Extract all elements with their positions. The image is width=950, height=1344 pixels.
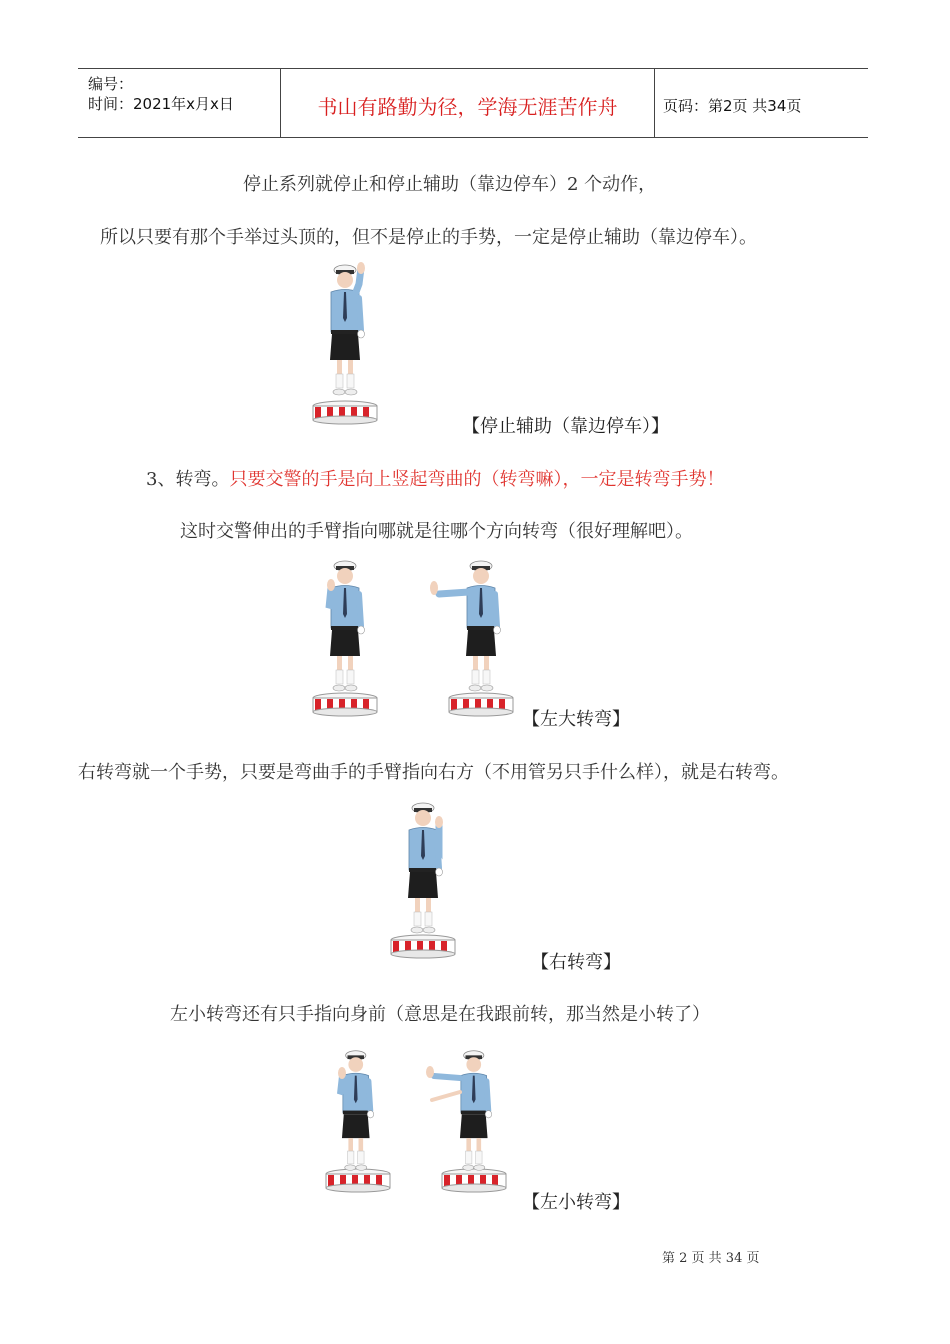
footer-page-number: 第 2 页 共 34 页 [662,1251,760,1266]
paragraph-2: 所以只要有那个手举过头顶的，但不是停止的手势，一定是停止辅助（靠边停车）。 [100,227,757,248]
caption-left-big-turn: 【左大转弯】 [522,709,630,730]
caption-left-small-turn: 【左小转弯】 [522,1192,630,1213]
traffic-police-figure-icon [425,558,525,726]
paragraph-3-highlight: 只要交警的手是向上竖起弯曲的（转弯嘛），一定是转弯手势！ [229,469,725,490]
header-meta-cell [78,69,281,137]
paragraph-4: 这时交警伸出的手臂指向哪就是往哪个方向转弯（很好理解吧）。 [180,521,693,542]
page-label: 页码：第2页 共34页 [663,97,802,115]
header-page-cell [655,69,868,137]
header-motto-cell [281,69,655,137]
paragraph-5: 右转弯就一个手势，只要是弯曲手的手臂指向右方（不用管另只手什么样），就是右转弯。 [78,762,789,783]
time-label: 时间：2021年x月x日 [88,95,234,113]
paragraph-1: 停止系列就停止和停止辅助（靠边停车）2 个动作， [243,174,657,195]
traffic-police-figure-icon [318,1048,398,1200]
motto: 书山有路勤为径，学海无涯苦作舟 [317,95,618,119]
paragraph-3 [146,465,724,491]
paragraph-6: 左小转弯还有只手指向身前（意思是在我跟前转，那当然是小转了） [170,1004,710,1025]
caption-right-turn: 【右转弯】 [531,952,621,973]
traffic-police-figure-icon [305,558,385,726]
traffic-police-figure-icon [305,262,385,432]
page-header [78,68,868,138]
traffic-police-figure-icon [420,1048,520,1200]
number-label: 编号： [88,75,134,93]
traffic-police-figure-icon [385,800,465,968]
caption-stop-assist: 【停止辅助（靠边停车）】 [462,416,669,437]
paragraph-3-prefix: 3、转弯。 [146,469,230,490]
